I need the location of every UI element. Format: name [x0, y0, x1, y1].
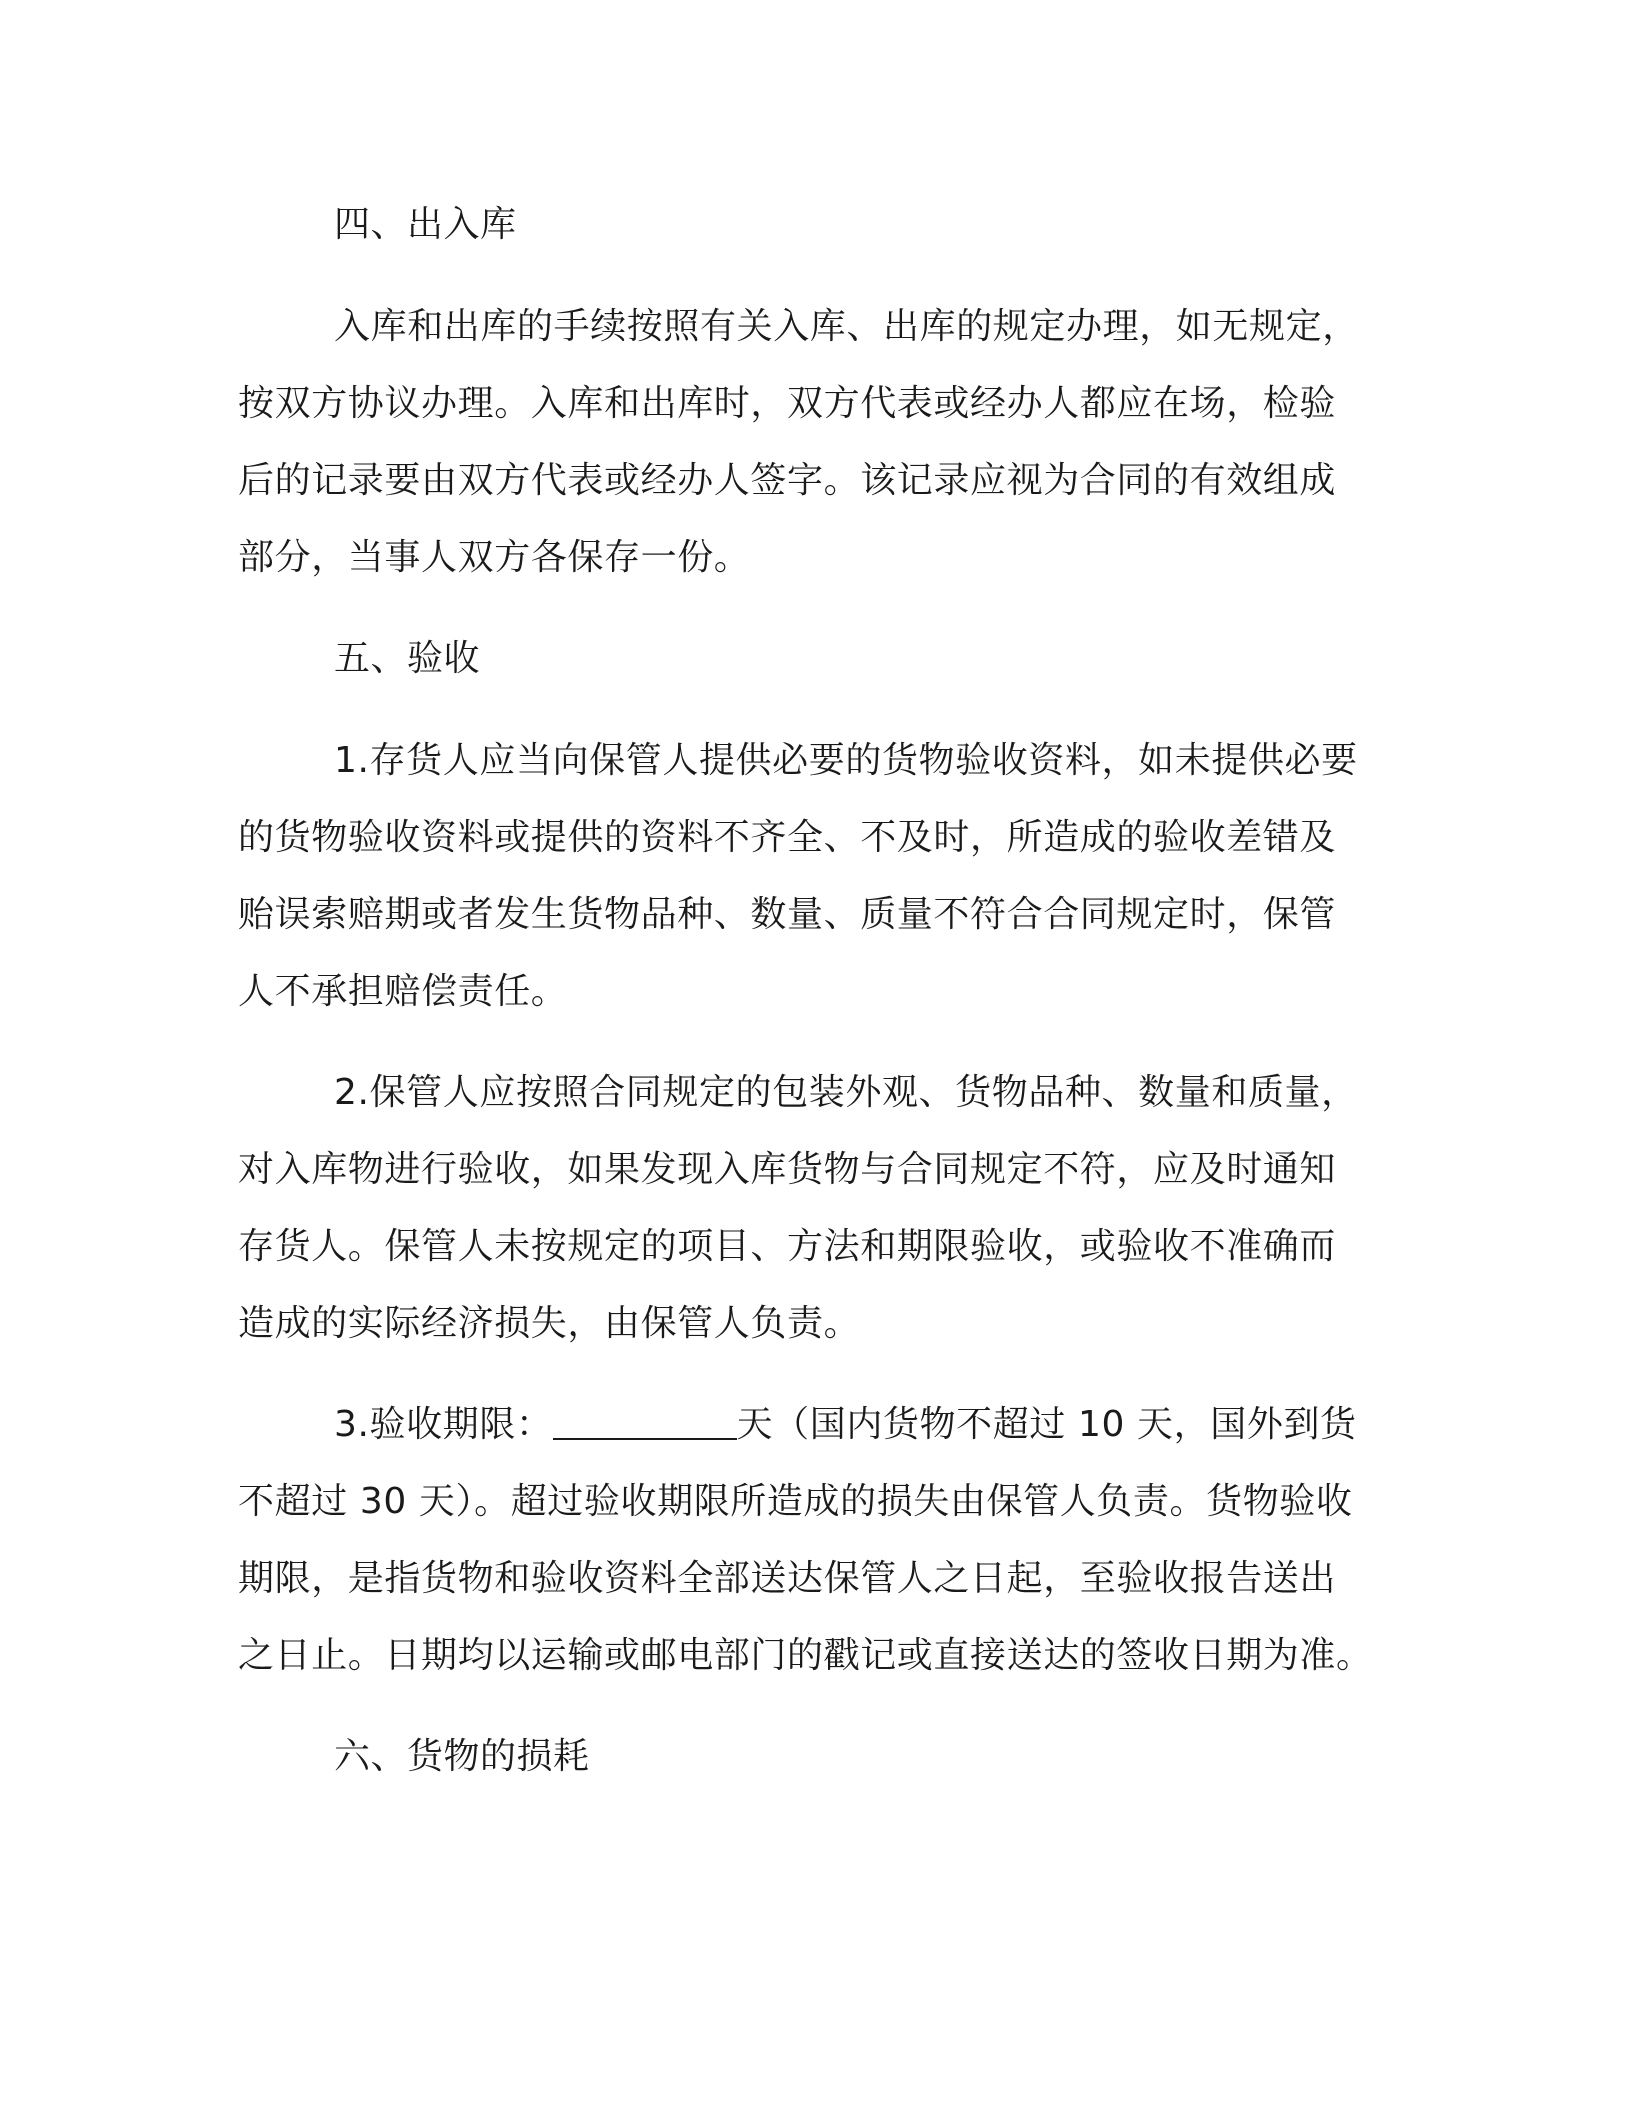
text-line: 期限，是指货物和验收资料全部送达保管人之日起，至验收报告送出 — [238, 1558, 1337, 1599]
acceptance-days-blank — [553, 1408, 737, 1440]
text-line: 之日止。日期均以运输或邮电部门的戳记或直接送达的签收日期为准。 — [238, 1635, 1373, 1676]
paragraph-acceptance-3 — [238, 1386, 1378, 1694]
document-body — [238, 186, 1378, 1796]
text-line — [238, 1386, 1378, 1463]
section-heading-acceptance: 五、验收 — [334, 638, 481, 679]
text-line: 的货物验收资料或提供的资料不齐全、不及时，所造成的验收差错及 — [238, 817, 1337, 858]
text-line: 1.存货人应当向保管人提供必要的货物验收资料，如未提供必要 — [334, 740, 1358, 781]
paragraph-inbound-outbound — [238, 288, 1378, 596]
acceptance-period-label: 3.验收期限： — [334, 1404, 553, 1445]
acceptance-period-rule: 天（国内货物不超过 10 天，国外到货 — [736, 1404, 1357, 1445]
text-line: 贻误索赔期或者发生货物品种、数量、质量不符合合同规定时，保管 — [238, 894, 1337, 935]
text-line: 入库和出库的手续按照有关入库、出库的规定办理，如无规定， — [334, 306, 1359, 347]
paragraph-acceptance-2 — [238, 1054, 1378, 1362]
section-heading-goods-loss: 六、货物的损耗 — [334, 1736, 590, 1777]
text-line: 不超过 30 天）。超过验收期限所造成的损失由保管人负责。货物验收 — [238, 1481, 1353, 1522]
text-line: 存货人。保管人未按规定的项目、方法和期限验收，或验收不准确而 — [238, 1226, 1337, 1267]
section-heading-inbound-outbound: 四、出入库 — [334, 204, 517, 245]
text-line: 部分，当事人双方各保存一份。 — [238, 537, 751, 578]
text-line: 后的记录要由双方代表或经办人签字。该记录应视为合同的有效组成 — [238, 460, 1337, 501]
text-line: 2.保管人应按照合同规定的包装外观、货物品种、数量和质量， — [334, 1072, 1358, 1113]
text-line: 造成的实际经济损失，由保管人负责。 — [238, 1303, 861, 1344]
paragraph-acceptance-1 — [238, 722, 1378, 1030]
text-line: 人不承担赔偿责任。 — [238, 971, 568, 1012]
text-line: 对入库物进行验收，如果发现入库货物与合同规定不符，应及时通知 — [238, 1149, 1337, 1190]
text-line: 按双方协议办理。入库和出库时，双方代表或经办人都应在场，检验 — [238, 383, 1337, 424]
